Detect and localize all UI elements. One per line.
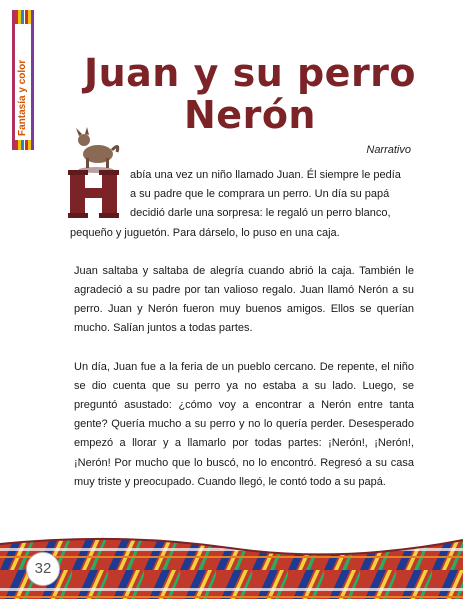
tab-woven-bottom [15,140,31,150]
paragraph-1-line-1: abía una vez un niño llamado Juan. Él siempre le pedía [130,169,401,181]
paragraph-2: Juan saltaba y saltaba de alegría cuando abrió la caja. También le agradeció a su padre por tan valioso regalo. Juan llamó Nerón a su perro. Juan y Nerón fueron muy buenos amigos. Ellos se querían mucho. Salían juntos a todas partes. [74,264,414,335]
woven-band-decoration [0,530,463,599]
paragraph-1 [70,166,414,243]
series-label: Fantasía y color [17,59,28,136]
paragraph-1-line-4: pequeño y juguetón. Para dárselo, lo puso en una caja. [70,226,340,239]
paragraph-1-line-2: a su padre que le comprara un perro. Un día su papá [130,188,390,201]
story-body [70,166,414,511]
genre-label: Narrativo [366,144,411,156]
paragraph-1-line-3: decidió darle una sorpresa: le regaló un perro blanco, [130,207,391,220]
paragraph-3: Un día, Juan fue a la feria de un pueblo cercano. De repente, el niño se dio cuenta que su perro ya no estaba a su lado. Luego, se preguntó asustado: ¿cómo voy a encontrar a Nerón entre tanta gente? Quería mucho a su perro y no lo quería perder. Desesperado empezó a llorar y a llamarlo por todas partes: ¡Nerón!, ¡Nerón!, ¡Nerón! Por mucho que lo buscó, no lo encontró. Regresó a su casa muy triste y preocupado. Cuando llegó, le contó todo a su papá. [74,360,414,488]
title-line-2: Nerón [184,93,316,137]
title-line-1: Juan y su perro [83,51,417,95]
tab-woven-top [15,10,31,24]
page-number: 32 [26,552,60,586]
series-tab [12,10,34,150]
drop-cap-char: H [94,220,95,221]
